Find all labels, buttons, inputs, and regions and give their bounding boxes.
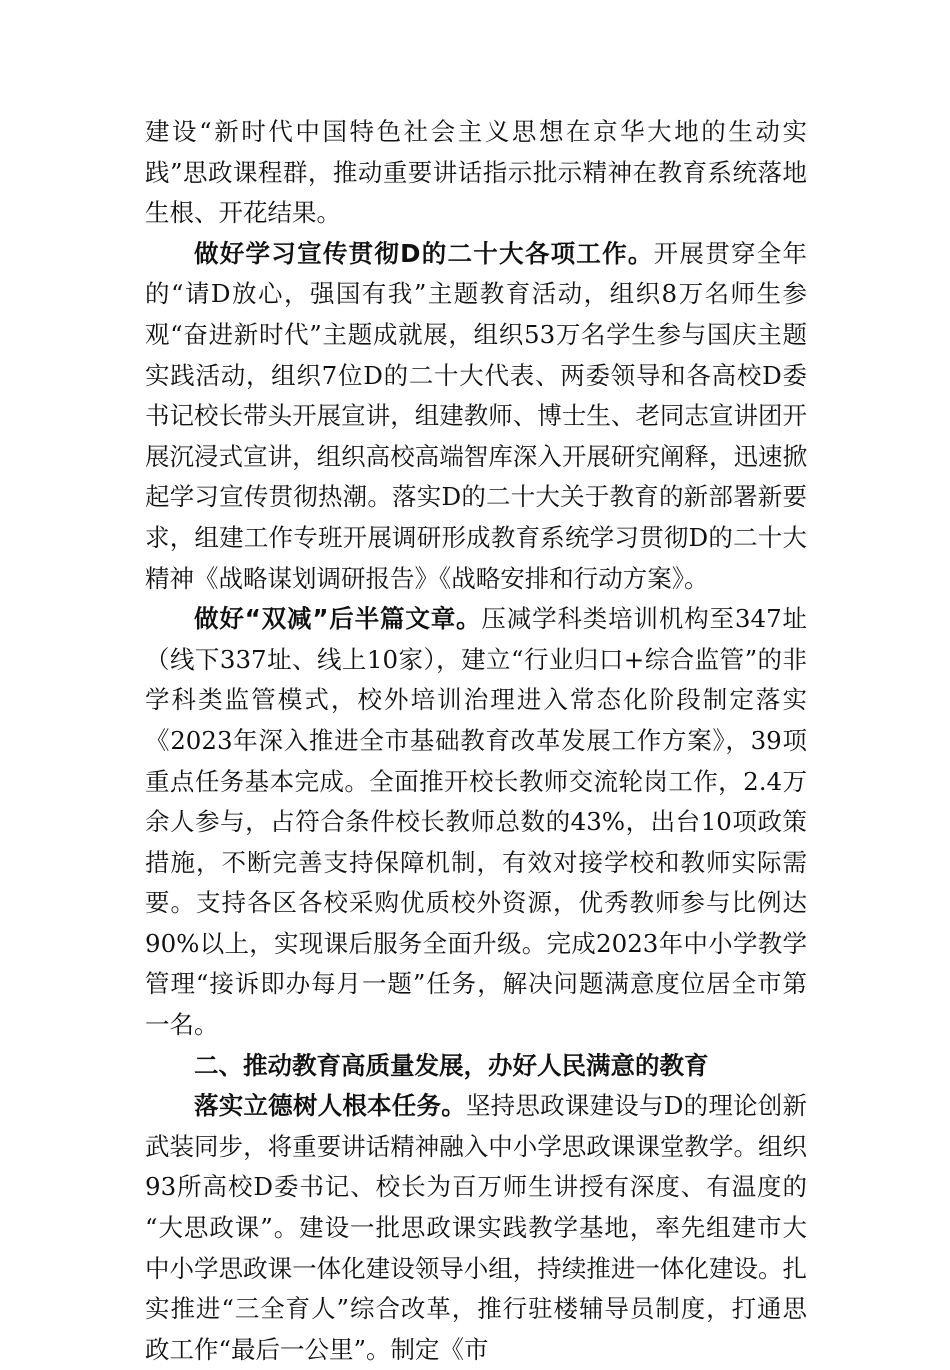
paragraph-moral-education bbox=[145, 1086, 807, 1370]
paragraph-text: 开展贯穿全年的“请D放心，强国有我”主题教育活动，组织8万名师生参观“奋进新时代”主题成就展，组织53万名学生参与国庆主题实践活动，组织7位D的二十大代表、两委领导和各高校D委书记校长带头开展宣讲，组建教师、博士生、老同志宣讲团开展沉浸式宣讲，组织高校高端智库深入开展研究阐释，迅速掀起学习宣传贯彻热潮。落实D的二十大关于教育的新部署新要求，组建工作专班开展调研形成教育系统学习贯彻D的二十大精神《战略谋划调研报告》《战略安排和行动方案》。 bbox=[145, 238, 807, 593]
paragraph-lead: 做好学习宣传贯彻D的二十大各项工作。 bbox=[194, 238, 654, 268]
paragraph-double-reduction bbox=[145, 599, 807, 1046]
paragraph-continuation bbox=[145, 112, 807, 234]
paragraph-text: 压减学科类培训机构至347址（线下337址、线上10家），建立“行业归口+综合监管”的非学科类监管模式，校外培训治理进入常态化阶段制定落实《2023年深入推进全市基础教育改革发展工作方案》，39项重点任务基本完成。全面推开校长教师交流轮岗工作，2.4万余人参与，占符合条件校长教师总数的43%，出台10项政策措施，不断完善支持保障机制，有效对接学校和教师实际需要。支持各区各校采购优质校外资源，优秀教师参与比例达90%以上，实现课后服务全面升级。完成2023年中小学教学管理“接诉即办每月一题”任务，解决问题满意度位居全市第一名。 bbox=[145, 604, 808, 1040]
paragraph-text: 建设“新时代中国特色社会主义思想在京华大地的生动实践”思政课程群，推动重要讲话指示批示精神在教育系统落地生根、开花结果。 bbox=[145, 117, 807, 228]
paragraph-lead: 落实立德树人根本任务。 bbox=[194, 1091, 466, 1121]
document-body bbox=[145, 112, 807, 1370]
paragraph-lead: 做好“双减”后半篇文章。 bbox=[194, 604, 482, 634]
paragraph-text: 坚持思政课建设与D的理论创新武装同步，将重要讲话精神融入中小学思政课课堂教学。组织93所高校D委书记、校长为百万师生讲授有深度、有温度的 “大思政课”。建设一批思政课实践教学基地，率先组建市大中小学思政课一体化建设领导小组，持续推进一体化建设。扎实推进“三全育人”综合改革，推行驻楼辅导员制度，打通思政工作“最后一公里”。制定《市 bbox=[145, 1091, 807, 1364]
section-heading: 二、推动教育高质量发展，办好人民满意的教育 bbox=[194, 1050, 709, 1080]
paragraph-study-propaganda bbox=[145, 234, 807, 599]
